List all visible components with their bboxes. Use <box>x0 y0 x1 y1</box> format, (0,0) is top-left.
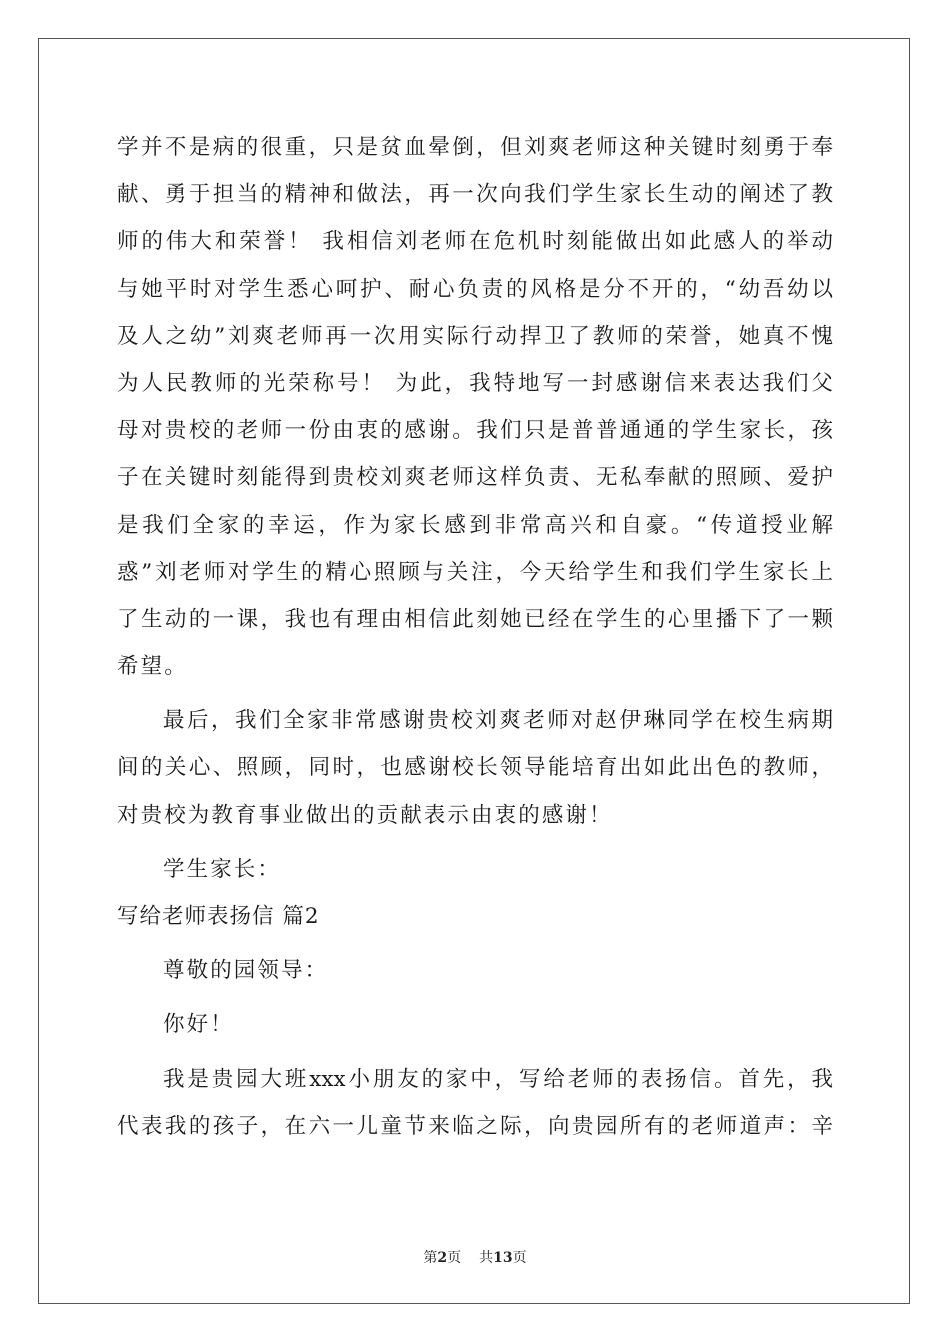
total-pages-number: 13 <box>493 1250 513 1266</box>
section-heading: 写给老师表扬信 篇2 <box>117 904 320 929</box>
paragraph-3 <box>117 1056 833 1150</box>
text-line-last: 希望。 <box>117 654 188 680</box>
text-line: 惑”刘老师对学生的精心照顾与关注，今天给学生和我们学生家长上 <box>117 559 833 585</box>
page-footer <box>0 1247 950 1267</box>
text-line: 献、勇于担当的精神和做法，再一次向我们学生家长生动的阐述了教 <box>117 182 833 208</box>
text-line: 学并不是病的很重，只是贫血晕倒，但刘爽老师这种关键时刻勇于奉 <box>117 135 833 160</box>
text-line: 代表我的孩子，在六一儿童节来临之际，向贵园所有的老师道声：辛 <box>117 1113 833 1139</box>
text-line: 师的伟大和荣誉！ 我相信刘老师在危机时刻能做出如此感人的举动 <box>117 229 833 255</box>
text-line-last: 对贵校为教育事业做出的贡献表示由衷的感谢！ <box>117 802 613 828</box>
footer-total-suffix: 页 <box>512 1250 527 1266</box>
salutation: 尊敬的园领导： <box>163 958 329 984</box>
text-line: 是我们全家的幸运，作为家长感到非常高兴和自豪。“传道授业解 <box>117 512 833 538</box>
signature: 学生家长： <box>163 856 282 882</box>
text-line: 最后，我们全家非常感谢贵校刘爽老师对赵伊琳同学在校生病期 <box>163 708 833 734</box>
paragraph-2 <box>117 697 833 839</box>
document-body <box>117 124 833 1150</box>
greeting: 你好！ <box>163 1012 234 1038</box>
footer-total-prefix: 共 <box>479 1250 494 1266</box>
text-line: 我是贵园大班xxx小朋友的家中，写给老师的表扬信。首先，我 <box>163 1066 833 1092</box>
text-line: 间的关心、照顾，同时，也感谢校长领导能培育出如此出色的教师， <box>117 755 833 781</box>
text-line: 与她平时对学生悉心呵护、耐心负责的风格是分不开的，“幼吾幼以 <box>117 276 833 302</box>
text-line: 为人民教师的光荣称号！ 为此，我特地写一封感谢信来表达我们父 <box>117 370 833 396</box>
text-line: 及人之幼”刘爽老师再一次用实际行动捍卫了教师的荣誉，她真不愧 <box>117 323 833 349</box>
text-line: 子在关键时刻能得到贵校刘爽老师这样负责、无私奉献的照顾、爱护 <box>117 465 833 491</box>
text-line: 母对贵校的老师一份由衷的感谢。我们只是普普通通的学生家长，孩 <box>117 418 833 444</box>
current-page-number: 2 <box>437 1250 448 1266</box>
text-line: 了生动的一课，我也有理由相信此刻她已经在学生的心里播下了一颗 <box>117 606 833 632</box>
footer-page-suffix: 页 <box>447 1250 462 1266</box>
footer-prefix: 第 <box>423 1250 438 1266</box>
paragraph-1 <box>117 124 833 690</box>
